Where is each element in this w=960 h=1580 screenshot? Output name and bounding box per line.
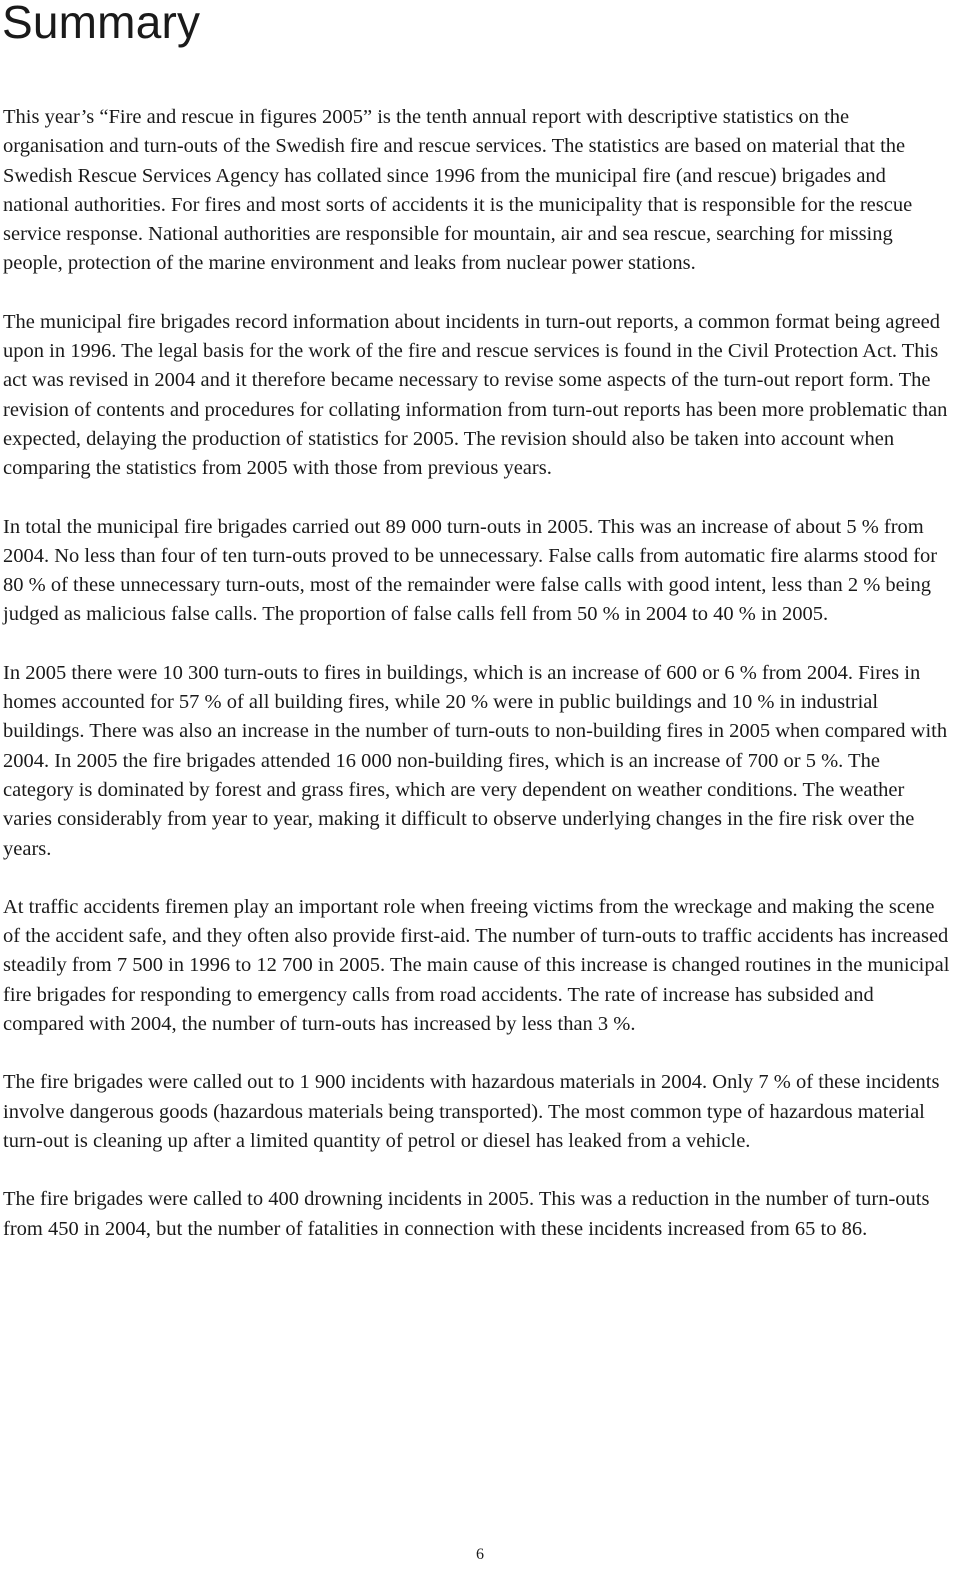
- paragraph-building-fires: In 2005 there were 10 300 turn-outs to fires in buildings, which is an increase of 600 or 6 % from 2004. Fires in homes accounted for 57 % of all building fires, while 20 % were in public buildings and 10 % in industrial buildings. There was also an increase in the number of turn-outs to non-building fires in 2005 when compared with 2004. In 2005 the fire brigades attended 16 000 non-building fires, which is an increase of 700 or 5 %. The category is dominated by forest and grass fires, which are very dependent on weather conditions. The weather varies considerably from year to year, making it difficult to observe underlying changes in the fire risk over the years.: [3, 661, 948, 860]
- paragraph-intro: This year’s “Fire and rescue in figures 2005” is the tenth annual report with descriptive statistics on the organisation and turn-outs of the Swedish fire and rescue services. The statistics are based on material that the Swedish Rescue Services Agency has collated since 1996 from the municipal fire (and rescue) brigades and national authorities. For fires and most sorts of accidents it is the municipality that is responsible for the rescue service response. National authorities are responsible for mountain, air and sea rescue, searching for missing people, protection of the marine environment and leaks from nuclear power stations.: [3, 106, 913, 275]
- paragraph-hazardous-materials: The fire brigades were called out to 1 900 incidents with hazardous materials in 2004. Only 7 % of these incidents involve dangerous goods (hazardous materials being transported). The most common type of hazardous material turn-out is cleaning up after a limited quantity of petrol or diesel has leaked from a vehicle.: [3, 1071, 940, 1152]
- paragraph-drowning-incidents: The fire brigades were called to 400 drowning incidents in 2005. This was a reduction in the number of turn-outs from 450 in 2004, but the number of fatalities in connection with these incidents increased from 65 to 86.: [3, 1188, 930, 1240]
- page-number: 6: [476, 1546, 484, 1563]
- summary-body: [3, 103, 953, 1273]
- paragraph-traffic-accidents: At traffic accidents firemen play an important role when freeing victims from the wreckage and making the scene of the accident safe, and they often also provide first-aid. The number of turn-outs to traffic accidents has increased steadily from 7 500 in 1996 to 12 700 in 2005. The main cause of this increase is changed routines in the municipal fire brigades for responding to emergency calls from road accidents. The rate of increase has subsided and compared with 2004, the number of turn-outs has increased by less than 3 %.: [3, 895, 950, 1036]
- page-title: Summary: [2, 0, 201, 48]
- paragraph-turnout-reports: The municipal fire brigades record information about incidents in turn-out reports, a common format being agreed upon in 1996. The legal basis for the work of the fire and rescue services is found in the Civil Protection Act. This act was revised in 2004 and it therefore became necessary to revise some aspects of the turn-out report form. The revision of contents and procedures for collating information from turn-out reports has been more problematic than expected, delaying the production of statistics for 2005. The revision should also be taken into account when comparing the statistics from 2005 with those from previous years.: [3, 310, 948, 480]
- paragraph-total-turnouts: In total the municipal fire brigades carried out 89 000 turn-outs in 2005. This was an increase of about 5 % from 2004. No less than four of ten turn-outs proved to be unnecessary. False calls from automatic fire alarms stood for 80 % of these unnecessary turn-outs, most of the remainder were false calls with good intent, less than 2 % being judged as malicious false calls. The proportion of false calls fell from 50 % in 2004 to 40 % in 2005.: [3, 515, 938, 626]
